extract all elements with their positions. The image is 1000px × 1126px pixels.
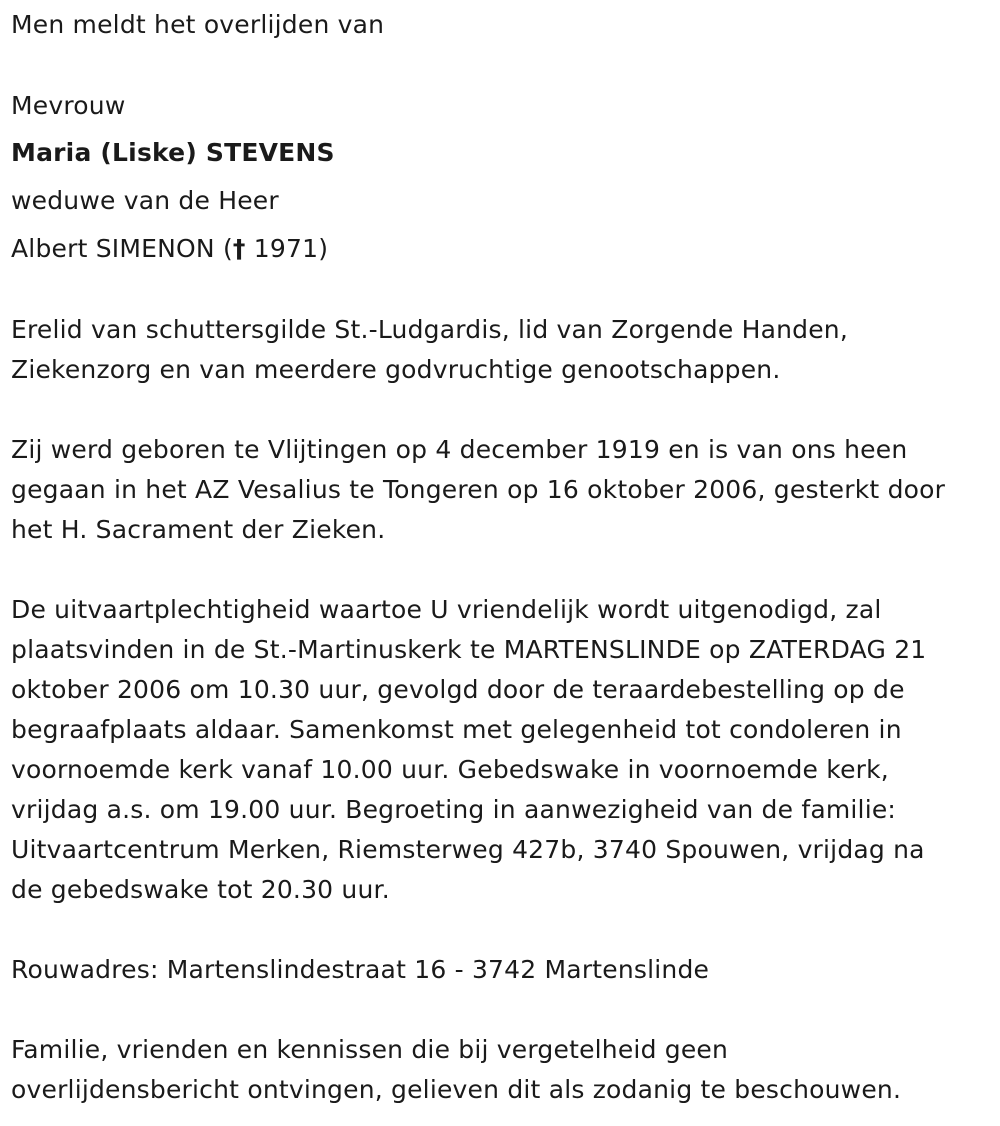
funeral-line: De uitvaartplechtigheid waartoe U vriendelijk wordt uitgenodigd, zal: [11, 595, 882, 624]
spouse-line: [11, 229, 328, 269]
funeral-line: plaatsvinden in de St.-Martinuskerk te MARTENSLINDE op ZATERDAG 21: [11, 635, 927, 664]
mourning-address: Rouwadres: Martenslindestraat 16 - 3742 Martenslinde: [11, 955, 710, 984]
funeral-line: begraafplaats aldaar. Samenkomst met gelegenheid tot condoleren in: [11, 715, 902, 744]
memberships-line: Ziekenzorg en van meerdere godvruchtige genootschappen.: [11, 355, 781, 384]
spouse-death-year: 1971): [245, 234, 329, 263]
memberships-line: Erelid van schuttersgilde St.-Ludgardis, lid van Zorgende Handen,: [11, 315, 848, 344]
honorific: Mevrouw: [11, 91, 126, 120]
widow-line: weduwe van de Heer: [11, 186, 279, 215]
spouse-name: Albert SIMENON (: [11, 234, 233, 263]
funeral-line: Uitvaartcentrum Merken, Riemsterweg 427b, 3740 Spouwen, vrijdag na: [11, 835, 925, 864]
intro-line: Men meldt het overlijden van: [11, 10, 385, 39]
closing-line: overlijdensbericht ontvingen, gelieven dit als zodanig te beschouwen.: [11, 1075, 902, 1104]
birth-death-line: het H. Sacrament der Zieken.: [11, 515, 386, 544]
funeral-line: voornoemde kerk vanaf 10.00 uur. Gebedswake in voornoemde kerk,: [11, 755, 889, 784]
birth-death-line: Zij werd geboren te Vlijtingen op 4 december 1919 en is van ons heen: [11, 435, 908, 464]
funeral-line: oktober 2006 om 10.30 uur, gevolgd door de teraardebestelling op de: [11, 675, 905, 704]
funeral-line: vrijdag a.s. om 19.00 uur. Begroeting in aanwezigheid van de familie:: [11, 795, 897, 824]
birth-death-line: gegaan in het AZ Vesalius te Tongeren op 16 oktober 2006, gesterkt door: [11, 475, 946, 504]
deceased-name: Maria (Liske) STEVENS: [11, 138, 335, 167]
closing-line: Familie, vrienden en kennissen die bij vergetelheid geen: [11, 1035, 729, 1064]
cross-icon: †: [232, 234, 246, 263]
funeral-line: de gebedswake tot 20.30 uur.: [11, 875, 390, 904]
